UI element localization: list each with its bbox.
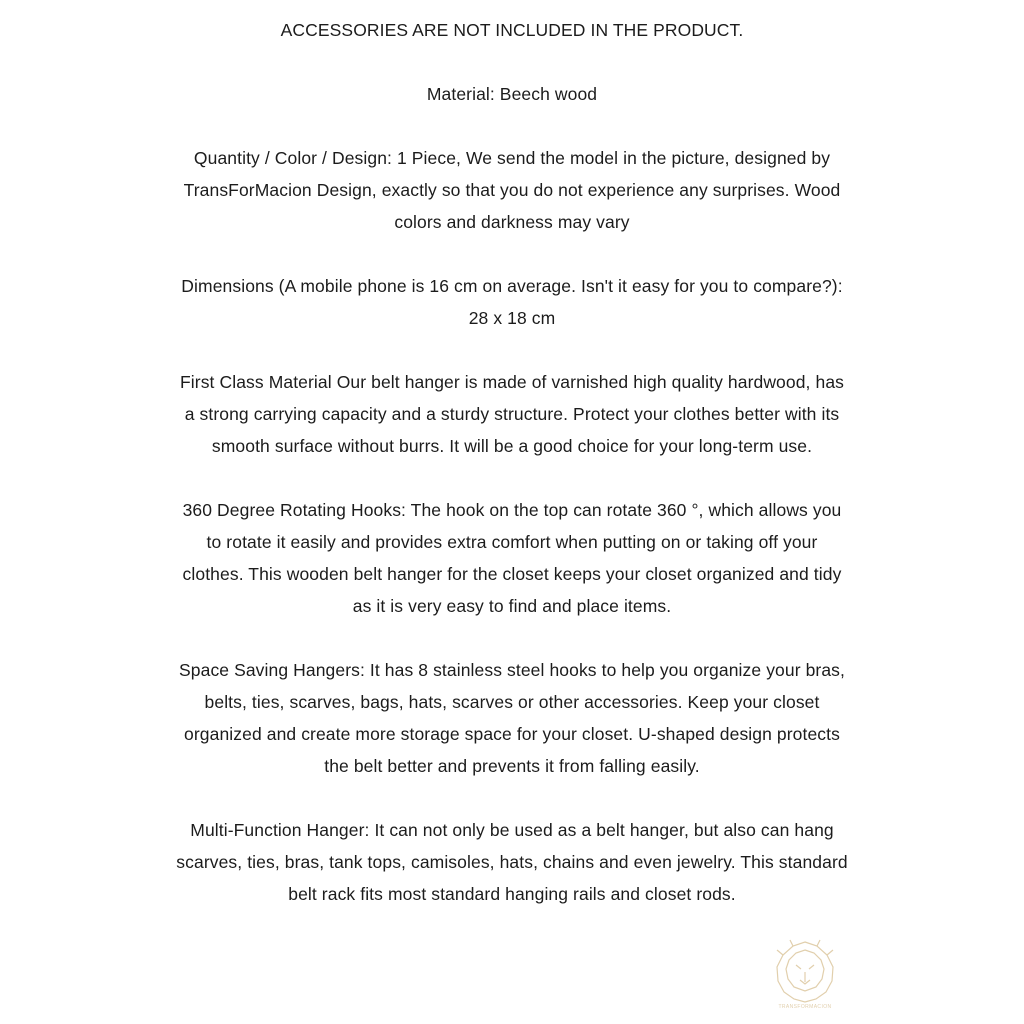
paragraph-space-saving: Space Saving Hangers: It has 8 stainless steel hooks to help you organize your bras, belts, ties, scarves, bags, hats, scarves or other accessories. Keep your closet organized and create more storage space for your closet. U-shaped design protects the belt better and prevents it from falling easily. [179,660,845,776]
paragraph-dimensions: Dimensions (A mobile phone is 16 cm on average. Isn't it easy for you to compare?): 28 x 18 cm [181,276,843,328]
paragraph-multi-function: Multi-Function Hanger: It can not only be used as a belt hanger, but also can hang scarves, ties, bras, tank tops, camisoles, hats, chains and even jewelry. This standard belt rack fits most standard hanging rails and closet rods. [176,820,848,904]
paragraph-first-class-material: First Class Material Our belt hanger is made of varnished high quality hardwood, has a strong carrying capacity and a sturdy structure. Protect your clothes better with its smooth surface without burrs. It will be a good choice for your long-term use. [180,372,844,456]
product-description [175,14,849,910]
paragraph-quantity-color-design: Quantity / Color / Design: 1 Piece, We send the model in the picture, designed by TransForMacion Design, exactly so that you do not experience any surprises. Wood colors and darkness may vary [183,148,841,232]
brand-watermark-text: TRANSFORMACION [778,1004,832,1010]
brand-watermark [770,936,840,1020]
paragraph-accessories-note: ACCESSORIES ARE NOT INCLUDED IN THE PRODUCT. [280,20,744,40]
paragraph-material: Material: Beech wood [426,84,598,104]
paragraph-rotating-hooks: 360 Degree Rotating Hooks: The hook on the top can rotate 360 °, which allows you to rotate it easily and provides extra comfort when putting on or taking off your clothes. This wooden belt hanger for the closet keeps your closet organized and tidy as it is very easy to find and place items. [182,500,842,616]
